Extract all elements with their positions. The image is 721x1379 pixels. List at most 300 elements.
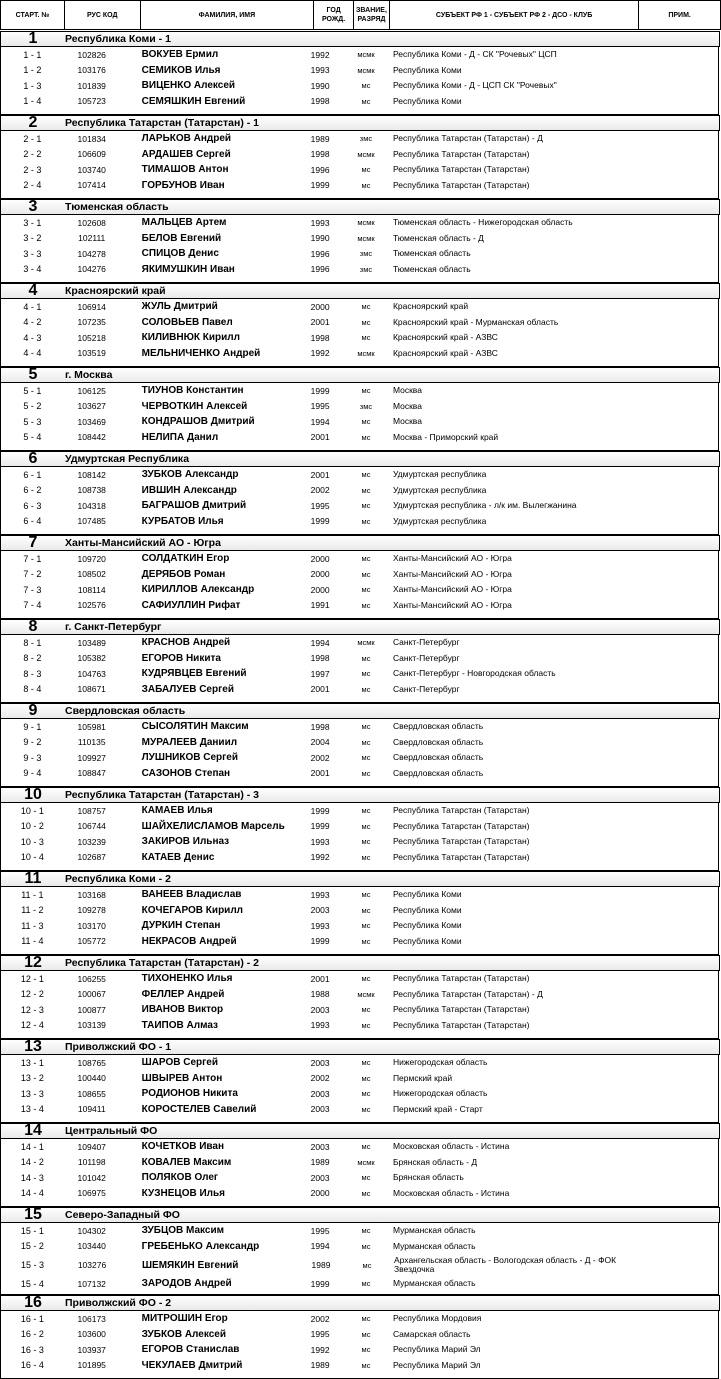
athlete-name: КУДРЯВЦЕВ Евгений	[141, 668, 247, 680]
sport-rank: мс	[362, 1260, 372, 1270]
sport-rank: мс	[361, 768, 371, 778]
team-header	[0, 115, 720, 131]
sport-rank: мс	[361, 180, 371, 190]
club-region: Москва	[392, 385, 422, 396]
table-row	[1, 262, 718, 278]
club-region: Республика Коми	[392, 935, 462, 946]
club-region: Республика Марий Эл	[392, 1359, 481, 1370]
birth-year: 1999	[310, 385, 330, 396]
table-header	[0, 0, 721, 30]
athlete-name: ШВЫРЕВ Антон	[141, 1072, 223, 1084]
team-group	[0, 1207, 721, 1291]
sport-rank: мс	[361, 470, 371, 480]
team-name: Республика Татарстан (Татарстан) - 2	[65, 957, 260, 969]
athlete-name: ВИЦЕНКО Алексей	[141, 80, 236, 92]
athlete-code: 104318	[77, 500, 106, 511]
table-row	[1, 934, 718, 950]
athlete-name: КУЗНЕЦОВ Илья	[141, 1187, 225, 1199]
birth-year: 1999	[310, 936, 330, 947]
sport-rank: мс	[361, 333, 371, 343]
start-number: 7 - 3	[23, 584, 42, 595]
header-name: ФАМИЛИЯ, ИМЯ	[141, 1, 315, 29]
club-region: Мурманская область	[392, 1225, 476, 1236]
club-region: Москва	[392, 400, 422, 411]
team-group	[0, 115, 721, 199]
team-number: 1	[28, 30, 38, 47]
sport-rank: мс	[361, 806, 371, 816]
club-region: Ханты-Мансийский АО - Югра	[392, 553, 512, 564]
athlete-code: 102576	[77, 600, 106, 611]
team-header	[0, 199, 720, 215]
sport-rank: мсмк	[357, 989, 375, 999]
team-rows	[0, 719, 719, 787]
athlete-name: ГРЕБЕНЬКО Александр	[141, 1240, 260, 1252]
athlete-name: КАТАЕВ Денис	[141, 851, 215, 863]
start-number: 12 - 2	[20, 989, 44, 1000]
team-number: 12	[24, 954, 42, 971]
club-region: Республика Татарстан (Татарстан)	[392, 973, 530, 984]
athlete-code: 103740	[77, 164, 106, 175]
athlete-name: ПОЛЯКОВ Олег	[141, 1172, 219, 1184]
club-region: Красноярский край - АЗВС	[392, 332, 498, 343]
athlete-code: 108142	[77, 469, 106, 480]
birth-year: 1993	[310, 65, 330, 76]
team-header	[0, 703, 720, 719]
birth-year: 2002	[310, 752, 330, 763]
athlete-code: 108502	[77, 569, 106, 580]
table-row	[1, 498, 718, 514]
athlete-code: 105723	[77, 96, 106, 107]
club-region: Республика Татарстан (Татарстан) - Д	[392, 988, 543, 999]
birth-year: 1989	[311, 1260, 331, 1270]
start-number: 2 - 3	[23, 164, 42, 175]
athlete-code: 107414	[77, 180, 106, 191]
sport-rank: мс	[361, 905, 371, 915]
club-region: Ханты-Мансийский АО - Югра	[392, 584, 512, 595]
athlete-name: СЕМИКОВ Илья	[141, 64, 221, 76]
table-row	[1, 766, 718, 782]
table-row	[1, 162, 718, 178]
athlete-code: 104276	[77, 264, 106, 275]
birth-year: 2003	[310, 1057, 330, 1068]
club-region: Республика Коми	[392, 95, 462, 106]
athlete-code: 101839	[77, 80, 106, 91]
header-code: РУС КОД	[65, 1, 141, 29]
start-number: 14 - 3	[20, 1172, 44, 1183]
club-region: Самарская область	[392, 1328, 471, 1339]
athlete-code: 108655	[77, 1088, 106, 1099]
birth-year: 1995	[310, 401, 330, 412]
sport-rank: мс	[361, 1241, 371, 1251]
athlete-code: 103168	[77, 889, 106, 900]
birth-year: 1994	[310, 416, 330, 427]
team-name: Удмуртская Республика	[65, 453, 190, 465]
athlete-code: 105218	[77, 332, 106, 343]
table-row	[1, 1155, 718, 1171]
start-number: 16 - 3	[20, 1344, 44, 1355]
table-row	[1, 598, 718, 614]
club-region: Республика Татарстан (Татарстан)	[392, 1019, 530, 1030]
table-row	[1, 330, 718, 346]
team-group	[0, 1295, 721, 1379]
athlete-code: 108757	[77, 805, 106, 816]
table-row	[1, 1086, 718, 1102]
club-region: Московская область - Истина	[392, 1187, 510, 1198]
club-region: Ханты-Мансийский АО - Югра	[392, 568, 512, 579]
start-number: 16 - 4	[20, 1360, 44, 1371]
athlete-code: 108671	[77, 684, 106, 695]
athlete-code: 109927	[77, 752, 106, 763]
birth-year: 2001	[310, 973, 330, 984]
birth-year: 1999	[310, 821, 330, 832]
athlete-name: РОДИОНОВ Никита	[141, 1088, 238, 1100]
athlete-code: 106173	[77, 1313, 106, 1324]
birth-year: 1992	[310, 49, 330, 60]
birth-year: 1990	[310, 80, 330, 91]
athlete-name: СПИЦОВ Денис	[141, 248, 219, 260]
birth-year: 1992	[310, 852, 330, 863]
birth-year: 1993	[310, 836, 330, 847]
athlete-code: 108765	[77, 1057, 106, 1068]
athlete-code: 103276	[77, 1260, 107, 1270]
team-rows	[0, 215, 719, 283]
team-rows	[0, 299, 719, 367]
club-region: Московская область - Истина	[392, 1141, 510, 1152]
start-number: 13 - 4	[20, 1104, 44, 1115]
start-number: 3 - 2	[23, 233, 42, 244]
athlete-name: ТИУНОВ Константин	[141, 385, 244, 397]
team-number: 3	[28, 198, 38, 215]
sport-rank: мс	[361, 554, 371, 564]
athlete-name: МУРАЛЕЕВ Даниил	[141, 736, 238, 748]
team-number: 7	[28, 534, 38, 551]
athlete-code: 100067	[77, 989, 106, 1000]
club-region: Брянская область - Д	[392, 1156, 478, 1167]
sport-rank: мсмк	[357, 50, 375, 60]
start-number: 8 - 2	[23, 653, 42, 664]
sport-rank: мс	[361, 722, 371, 732]
team-header	[0, 619, 720, 635]
sport-rank: мс	[361, 1279, 371, 1289]
start-number: 9 - 3	[23, 752, 42, 763]
athlete-name: ГОРБУНОВ Иван	[141, 179, 225, 191]
athlete-name: КАМАЕВ Илья	[141, 805, 213, 817]
start-number: 6 - 3	[23, 500, 42, 511]
birth-year: 1993	[310, 889, 330, 900]
athlete-code: 100877	[77, 1004, 106, 1015]
table-row	[1, 1002, 718, 1018]
birth-year: 2000	[310, 301, 330, 312]
athlete-code: 103600	[77, 1329, 106, 1340]
sport-rank: мсмк	[357, 233, 375, 243]
table-row	[1, 131, 718, 147]
athlete-name: ШЕМЯКИН Евгений	[142, 1259, 239, 1271]
birth-year: 2002	[310, 1313, 330, 1324]
club-region: Свердловская область	[392, 752, 484, 763]
team-number: 15	[24, 1206, 42, 1223]
start-number: 11 - 1	[21, 889, 44, 900]
table-row	[1, 834, 718, 850]
sport-rank: мс	[361, 1058, 371, 1068]
start-number: 8 - 1	[23, 637, 42, 648]
athlete-name: КИРИЛЛОВ Александр	[141, 584, 255, 596]
club-region: Пермский край	[392, 1072, 453, 1083]
start-number: 15 - 3	[20, 1260, 44, 1270]
table-row	[1, 551, 718, 567]
athlete-name: ЧЕРВОТКИН Алексей	[141, 400, 248, 412]
club-region: Республика Коми	[392, 904, 462, 915]
athlete-name: ЧЕКУЛАЕВ Дмитрий	[141, 1359, 243, 1371]
start-number: 5 - 2	[23, 401, 42, 412]
table-row	[1, 231, 718, 247]
birth-year: 2001	[310, 684, 330, 695]
athlete-name: КОЧЕГАРОВ Кирилл	[141, 904, 244, 916]
athlete-code: 108114	[77, 584, 106, 595]
start-number: 12 - 1	[20, 973, 44, 984]
athlete-name: ЖУЛЬ Дмитрий	[141, 301, 218, 313]
table-row	[1, 735, 718, 751]
athlete-name: ТИМАШОВ Антон	[141, 164, 229, 176]
start-number: 14 - 4	[20, 1188, 44, 1199]
birth-year: 2000	[310, 1188, 330, 1199]
club-region: Республика Татарстан (Татарстан)	[392, 836, 530, 847]
athlete-code: 106744	[77, 821, 106, 832]
team-group	[0, 871, 721, 955]
athlete-name: ВОКУЕВ Ермил	[141, 49, 219, 61]
sport-rank: мс	[361, 974, 371, 984]
table-row	[1, 215, 718, 231]
table-row	[1, 1139, 718, 1155]
athlete-name: МИТРОШИН Егор	[141, 1313, 228, 1325]
start-number: 2 - 4	[23, 180, 42, 191]
team-name: Республика Коми - 1	[65, 33, 171, 45]
sport-rank: мс	[361, 1005, 371, 1015]
table-row	[1, 1186, 718, 1202]
club-region: Красноярский край - АЗВС	[392, 347, 498, 358]
sport-rank: мсмк	[357, 638, 375, 648]
start-number: 10 - 1	[20, 805, 44, 816]
club-region: Свердловская область	[392, 721, 484, 732]
table-row	[1, 483, 718, 499]
table-row	[1, 63, 718, 79]
start-number: 5 - 1	[23, 385, 42, 396]
table-row	[1, 635, 718, 651]
team-group	[0, 31, 721, 115]
table-row	[1, 582, 718, 598]
club-region: Республика Татарстан (Татарстан)	[392, 1004, 530, 1015]
athlete-name: КОНДРАШОВ Дмитрий	[141, 416, 255, 428]
team-group	[0, 535, 721, 619]
sport-rank: мс	[361, 417, 371, 427]
athlete-code: 103176	[77, 65, 106, 76]
team-number: 9	[28, 702, 38, 719]
athlete-code: 105981	[77, 721, 106, 732]
club-region: Архангельская область - Вологодская область - Д - ФОК Звездочка	[394, 1255, 617, 1274]
birth-year: 1994	[310, 637, 330, 648]
sport-rank: мс	[361, 501, 371, 511]
athlete-code: 101834	[77, 133, 106, 144]
sport-rank: мс	[361, 1345, 371, 1355]
start-number: 11 - 3	[21, 920, 44, 931]
sport-rank: мс	[361, 1173, 371, 1183]
athlete-name: ЕГОРОВ Никита	[141, 652, 221, 664]
birth-year: 1998	[310, 332, 330, 343]
table-row	[1, 299, 718, 315]
birth-year: 1989	[310, 133, 330, 144]
athlete-code: 110135	[77, 737, 106, 748]
club-region: Республика Татарстан (Татарстан)	[392, 179, 530, 190]
team-rows	[0, 383, 719, 451]
team-number: 4	[28, 282, 38, 299]
club-region: Санкт-Петербург	[392, 683, 460, 694]
birth-year: 1990	[310, 233, 330, 244]
header-rank: ЗВАНИЕ, РАЗРЯД	[354, 1, 390, 29]
start-number: 10 - 2	[20, 821, 44, 832]
athlete-name: ЕГОРОВ Станислав	[141, 1344, 240, 1356]
team-group	[0, 787, 721, 871]
team-number: 13	[24, 1038, 42, 1055]
table-row	[1, 383, 718, 399]
athlete-code: 108847	[77, 768, 106, 779]
birth-year: 2001	[310, 432, 330, 443]
team-name: Приволжский ФО - 1	[65, 1041, 172, 1053]
team-group	[0, 1123, 721, 1207]
athlete-code: 106914	[77, 301, 106, 312]
athlete-code: 104278	[77, 248, 106, 259]
team-rows	[0, 1223, 719, 1295]
start-number: 8 - 4	[23, 684, 42, 695]
team-group	[0, 199, 721, 283]
table-row	[1, 1358, 718, 1374]
start-number: 9 - 2	[23, 737, 42, 748]
club-region: Пермский край - Старт	[392, 1103, 483, 1114]
athlete-code: 105772	[77, 936, 106, 947]
birth-year: 2003	[310, 1004, 330, 1015]
birth-year: 1997	[310, 668, 330, 679]
birth-year: 2003	[310, 1141, 330, 1152]
team-name: Приволжский ФО - 2	[65, 1297, 172, 1309]
club-region: Удмуртская республика	[392, 515, 487, 526]
start-number: 10 - 3	[20, 836, 44, 847]
club-region: Удмуртская республика	[392, 469, 487, 480]
team-number: 5	[28, 366, 38, 383]
sport-rank: мс	[361, 737, 371, 747]
birth-year: 2004	[310, 737, 330, 748]
birth-year: 1993	[310, 217, 330, 228]
birth-year: 1999	[310, 180, 330, 191]
birth-year: 1992	[310, 1344, 330, 1355]
team-name: Республика Татарстан (Татарстан) - 1	[65, 117, 260, 129]
header-year: ГОД РОЖД.	[314, 1, 354, 29]
table-row	[1, 514, 718, 530]
athlete-code: 107132	[77, 1278, 106, 1289]
sport-rank: мс	[361, 585, 371, 595]
table-row	[1, 1254, 718, 1276]
athlete-name: ТИХОНЕНКО Илья	[141, 973, 233, 985]
club-region: Брянская область	[392, 1172, 464, 1183]
team-name: Центральный ФО	[65, 1125, 158, 1137]
sport-rank: змс	[359, 401, 373, 411]
table-row	[1, 430, 718, 446]
club-region: Удмуртская республика	[392, 484, 487, 495]
table-row	[1, 666, 718, 682]
athlete-code: 102826	[77, 49, 106, 60]
athlete-code: 103170	[77, 920, 106, 931]
start-number: 13 - 1	[20, 1057, 44, 1068]
athlete-code: 101895	[77, 1360, 106, 1371]
team-number: 16	[24, 1294, 42, 1311]
header-start-number: СТАРТ. №	[1, 1, 65, 29]
sport-rank: мс	[361, 1142, 371, 1152]
birth-year: 1989	[310, 1360, 330, 1371]
athlete-code: 103440	[77, 1241, 106, 1252]
table-row	[1, 1327, 718, 1343]
team-rows	[0, 971, 719, 1039]
start-number: 6 - 4	[23, 516, 42, 527]
club-region: Республика Татарстан (Татарстан)	[392, 148, 530, 159]
sport-rank: мс	[361, 653, 371, 663]
athlete-code: 109720	[77, 553, 106, 564]
team-number: 8	[28, 618, 38, 635]
table-row	[1, 399, 718, 415]
table-row	[1, 346, 718, 362]
athlete-code: 103627	[77, 401, 106, 412]
athlete-code: 102608	[77, 217, 106, 228]
birth-year: 1999	[310, 1278, 330, 1289]
start-number: 5 - 4	[23, 432, 42, 443]
sport-rank: мсмк	[357, 218, 375, 228]
start-number: 9 - 1	[23, 721, 42, 732]
header-club: СУБЪЕКТ РФ 1 - СУБЪЕКТ РФ 2 - ДСО - КЛУБ	[390, 1, 639, 29]
start-number: 11 - 2	[21, 905, 44, 916]
table-row	[1, 94, 718, 110]
table-row	[1, 682, 718, 698]
sport-rank: мс	[361, 386, 371, 396]
team-group	[0, 367, 721, 451]
athlete-name: САЗОНОВ Степан	[141, 767, 231, 779]
start-number: 16 - 1	[20, 1313, 44, 1324]
birth-year: 2000	[310, 569, 330, 580]
table-row	[1, 178, 718, 194]
team-rows	[0, 803, 719, 871]
team-rows	[0, 551, 719, 619]
sport-rank: мс	[361, 1314, 371, 1324]
start-number: 1 - 3	[23, 80, 42, 91]
team-group	[0, 703, 721, 787]
athlete-code: 103469	[77, 416, 106, 427]
athlete-code: 108738	[77, 485, 106, 496]
athlete-code: 107235	[77, 317, 106, 328]
team-header	[0, 787, 720, 803]
birth-year: 1989	[310, 1157, 330, 1168]
start-number: 15 - 4	[20, 1278, 44, 1289]
table-row	[1, 803, 718, 819]
team-name: Свердловская область	[65, 705, 186, 717]
athlete-code: 108442	[77, 432, 106, 443]
athlete-name: СЕМЯШКИН Евгений	[141, 95, 246, 107]
athlete-name: ЗУБКОВ Александр	[141, 469, 239, 481]
table-row	[1, 1170, 718, 1186]
sport-rank: мс	[361, 81, 371, 91]
start-number: 1 - 1	[23, 49, 42, 60]
table-row	[1, 567, 718, 583]
birth-year: 2003	[310, 1172, 330, 1183]
table-row	[1, 147, 718, 163]
start-number: 5 - 3	[23, 416, 42, 427]
start-number: 14 - 1	[20, 1141, 44, 1152]
club-region: Санкт-Петербург	[392, 652, 460, 663]
club-region: Республика Татарстан (Татарстан) - Д	[392, 133, 543, 144]
